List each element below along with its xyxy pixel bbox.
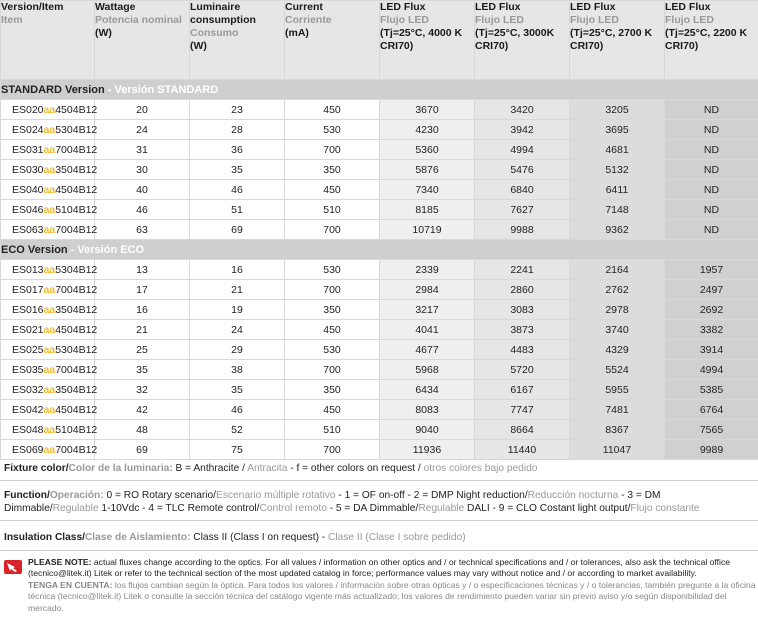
cell-6: 4681 — [570, 140, 665, 160]
cell-3: 350 — [285, 300, 380, 320]
cell-3: 350 — [285, 380, 380, 400]
cell-4: 7340 — [380, 180, 475, 200]
column-header-en: Wattage — [95, 1, 136, 13]
cell-1: 69 — [95, 440, 190, 460]
cell-3: 530 — [285, 260, 380, 280]
fixture-text-b: - f = other colors on request / — [287, 463, 424, 474]
cell-6: 8367 — [570, 420, 665, 440]
cell-4: 5360 — [380, 140, 475, 160]
cell-1: 48 — [95, 420, 190, 440]
please-note-es: TENGA EN CUENTA: los flujos cambian según la óptica. Para todos los valores / información sobre otras ópticas y / o especificaciones técnicas y / o tolerancias, también pregunte a la oficina técnica (tecnico@litek.it) Litek o consulte la sección técnica del catálogo vigente más actualizado; los valores de rendimiento pueden variar sin previo aviso y/o según disponibilidad del mercado. — [28, 579, 756, 613]
table-row — [1, 280, 758, 300]
section-title-es: Versión ECO — [77, 243, 145, 256]
warning-hand-icon — [4, 560, 22, 574]
table-row — [1, 180, 758, 200]
column-header-en: Current — [285, 1, 323, 13]
cell-4: 3670 — [380, 100, 475, 120]
column-header-4 — [380, 1, 475, 80]
cell-5: 2860 — [475, 280, 570, 300]
cell-2: 46 — [190, 400, 285, 420]
cell-7: ND — [665, 160, 758, 180]
column-header-0 — [1, 1, 95, 80]
table-row — [1, 440, 758, 460]
cell-5: 3420 — [475, 100, 570, 120]
fixture-label-en: Fixture color/ — [4, 463, 69, 474]
table-row — [1, 300, 758, 320]
cell-2: 24 — [190, 320, 285, 340]
column-header-es: Consumo — [190, 27, 239, 39]
cell-6: 3740 — [570, 320, 665, 340]
cell-4: 5876 — [380, 160, 475, 180]
cell-2: 19 — [190, 300, 285, 320]
item-code: ES035aa7004B12 — [1, 360, 95, 380]
cell-3: 700 — [285, 220, 380, 240]
item-code: ES016aa3504B12 — [1, 300, 95, 320]
cell-7: 5385 — [665, 380, 758, 400]
cell-3: 530 — [285, 340, 380, 360]
cell-5: 3083 — [475, 300, 570, 320]
table-row — [1, 140, 758, 160]
cell-6: 5132 — [570, 160, 665, 180]
fixture-text-b-es: otros colores bajo pedido — [423, 463, 538, 474]
table-row — [1, 420, 758, 440]
cell-4: 5968 — [380, 360, 475, 380]
cell-6: 5955 — [570, 380, 665, 400]
please-note-block — [0, 557, 758, 614]
cell-6: 4329 — [570, 340, 665, 360]
cell-2: 21 — [190, 280, 285, 300]
cell-2: 46 — [190, 180, 285, 200]
cell-4: 2984 — [380, 280, 475, 300]
cell-5: 5720 — [475, 360, 570, 380]
cell-4: 11936 — [380, 440, 475, 460]
cell-2: 35 — [190, 160, 285, 180]
cell-1: 63 — [95, 220, 190, 240]
insulation-text-es: Clase II (Clase I sobre pedido) — [328, 532, 466, 543]
fixture-color-note — [0, 462, 758, 475]
table-row — [1, 260, 758, 280]
cell-2: 36 — [190, 140, 285, 160]
cell-1: 13 — [95, 260, 190, 280]
cell-5: 6840 — [475, 180, 570, 200]
section-header: STANDARD Version - Versión STANDARD — [1, 80, 758, 100]
cell-3: 450 — [285, 400, 380, 420]
insulation-text: Class II (Class I on request) - — [190, 532, 329, 543]
table-row — [1, 400, 758, 420]
column-header-2 — [190, 1, 285, 80]
cell-4: 6434 — [380, 380, 475, 400]
item-code: ES063aa7004B12 — [1, 220, 95, 240]
cell-3: 510 — [285, 200, 380, 220]
column-header-unit: (mA) — [285, 27, 309, 39]
section-title-en: ECO Version — [1, 243, 68, 256]
cell-1: 21 — [95, 320, 190, 340]
cell-5: 5476 — [475, 160, 570, 180]
cell-7: 4994 — [665, 360, 758, 380]
cell-1: 16 — [95, 300, 190, 320]
item-code: ES021aa4504B12 — [1, 320, 95, 340]
column-header-en: LED Flux — [665, 1, 711, 13]
column-header-unit: (W) — [95, 27, 112, 39]
table-header — [1, 1, 758, 80]
cell-2: 28 — [190, 120, 285, 140]
cell-6: 3205 — [570, 100, 665, 120]
cell-7: ND — [665, 180, 758, 200]
table-row — [1, 380, 758, 400]
column-header-unit: (Tj=25°C, 3000K CRI70) — [475, 27, 555, 52]
section-header: ECO Version - Versión ECO — [1, 240, 758, 260]
cell-2: 35 — [190, 380, 285, 400]
cell-4: 4230 — [380, 120, 475, 140]
cell-2: 23 — [190, 100, 285, 120]
column-header-es: Flujo LED — [570, 14, 619, 26]
section-title-en: STANDARD Version — [1, 83, 105, 96]
cell-3: 530 — [285, 120, 380, 140]
cell-4: 3217 — [380, 300, 475, 320]
item-code: ES046aa5104B12 — [1, 200, 95, 220]
column-header-unit: (Tj=25°C, 4000 K CRI70) — [380, 27, 463, 52]
cell-2: 51 — [190, 200, 285, 220]
cell-1: 31 — [95, 140, 190, 160]
cell-3: 700 — [285, 360, 380, 380]
cell-3: 350 — [285, 160, 380, 180]
cell-6: 9362 — [570, 220, 665, 240]
cell-3: 700 — [285, 440, 380, 460]
cell-4: 4041 — [380, 320, 475, 340]
cell-5: 9988 — [475, 220, 570, 240]
cell-6: 6411 — [570, 180, 665, 200]
column-header-en: Version/Item — [1, 1, 64, 13]
item-code: ES032aa3504B12 — [1, 380, 95, 400]
cell-5: 8664 — [475, 420, 570, 440]
cell-2: 69 — [190, 220, 285, 240]
column-header-unit: (Tj=25°C, 2200 K CRI70) — [665, 27, 748, 52]
column-header-unit: (Tj=25°C, 2700 K CRI70) — [570, 27, 653, 52]
cell-1: 42 — [95, 400, 190, 420]
column-header-es: Flujo LED — [475, 14, 524, 26]
column-header-en: Luminaire consumption — [190, 1, 256, 26]
please-note-en: PLEASE NOTE: actual fluxes change according to the optics. For all values / information on other optics and / or technical specifications and / or tolerances, also ask the technical office (tecnico@litek.it) Litek or refer to the technical section of the most updated catalog in force; performance values may vary without notice and / or according to market availability. — [28, 557, 731, 579]
cell-4: 4677 — [380, 340, 475, 360]
function-note: Function/Operación: 0 = RO Rotary scenario/Escenario múltiple rotativo - 1 = OF on-off - 2 = DMP Night reduction/Reducción nocturna - 3 = DM Dimmable/Regulable 1-10Vdc - 4 = TLC Remote control/Control remoto - 5 = DA Dimmable/Regulable DALI - 9 = CLO Costant light output/Flujo constante — [4, 490, 700, 514]
cell-4: 10719 — [380, 220, 475, 240]
cell-4: 2339 — [380, 260, 475, 280]
item-code: ES048aa5104B12 — [1, 420, 95, 440]
item-code: ES030aa3504B12 — [1, 160, 95, 180]
cell-2: 16 — [190, 260, 285, 280]
cell-7: 2692 — [665, 300, 758, 320]
cell-7: ND — [665, 100, 758, 120]
cell-1: 25 — [95, 340, 190, 360]
insulation-label-es: Clase de Aislamiento: — [84, 532, 191, 543]
cell-3: 700 — [285, 280, 380, 300]
column-header-3 — [285, 1, 380, 80]
item-code: ES024aa5304B12 — [1, 120, 95, 140]
cell-1: 35 — [95, 360, 190, 380]
cell-7: ND — [665, 200, 758, 220]
column-header-es: Potencia nominal — [95, 14, 182, 26]
table-row — [1, 320, 758, 340]
cell-1: 46 — [95, 200, 190, 220]
cell-3: 450 — [285, 180, 380, 200]
cell-5: 3942 — [475, 120, 570, 140]
cell-1: 24 — [95, 120, 190, 140]
cell-7: ND — [665, 140, 758, 160]
cell-2: 75 — [190, 440, 285, 460]
cell-7: 7565 — [665, 420, 758, 440]
cell-7: 3382 — [665, 320, 758, 340]
column-header-es: Item — [1, 14, 23, 26]
cell-7: ND — [665, 120, 758, 140]
cell-5: 4994 — [475, 140, 570, 160]
table-row — [1, 220, 758, 240]
cell-6: 2762 — [570, 280, 665, 300]
function-label-es: Operación: — [49, 490, 104, 501]
cell-4: 9040 — [380, 420, 475, 440]
cell-2: 38 — [190, 360, 285, 380]
table-row — [1, 120, 758, 140]
cell-5: 6167 — [475, 380, 570, 400]
cell-5: 4483 — [475, 340, 570, 360]
item-code: ES025aa5304B12 — [1, 340, 95, 360]
cell-5: 7627 — [475, 200, 570, 220]
cell-7: 6764 — [665, 400, 758, 420]
cell-5: 7747 — [475, 400, 570, 420]
fixture-text-a-es: Antracita — [247, 463, 288, 474]
insulation-note — [0, 531, 758, 544]
cell-7: 1957 — [665, 260, 758, 280]
cell-1: 20 — [95, 100, 190, 120]
column-header-7 — [665, 1, 758, 80]
column-header-5 — [475, 1, 570, 80]
column-header-en: LED Flux — [380, 1, 426, 13]
item-code: ES040aa4504B12 — [1, 180, 95, 200]
cell-6: 2164 — [570, 260, 665, 280]
cell-3: 700 — [285, 140, 380, 160]
table-row — [1, 100, 758, 120]
cell-5: 2241 — [475, 260, 570, 280]
cell-6: 7148 — [570, 200, 665, 220]
column-header-en: LED Flux — [475, 1, 521, 13]
cell-1: 17 — [95, 280, 190, 300]
table-row — [1, 340, 758, 360]
item-code: ES020aa4504B12 — [1, 100, 95, 120]
function-label-en: Function/ — [4, 490, 50, 501]
column-header-en: LED Flux — [570, 1, 616, 13]
fixture-label-es: Color de la luminaria: — [68, 463, 173, 474]
insulation-label-en: Insulation Class/ — [4, 532, 85, 543]
table-body — [1, 80, 758, 460]
cell-7: 3914 — [665, 340, 758, 360]
cell-4: 8083 — [380, 400, 475, 420]
item-code: ES069aa7004B12 — [1, 440, 95, 460]
cell-6: 11047 — [570, 440, 665, 460]
item-code: ES017aa7004B12 — [1, 280, 95, 300]
table-row — [1, 160, 758, 180]
item-code: ES042aa4504B12 — [1, 400, 95, 420]
cell-7: 9989 — [665, 440, 758, 460]
cell-6: 2978 — [570, 300, 665, 320]
cell-1: 40 — [95, 180, 190, 200]
fixture-text-a: B = Anthracite / — [172, 463, 248, 474]
cell-2: 29 — [190, 340, 285, 360]
cell-1: 30 — [95, 160, 190, 180]
column-header-es: Corriente — [285, 14, 332, 26]
column-header-es: Flujo LED — [380, 14, 429, 26]
cell-3: 450 — [285, 320, 380, 340]
cell-3: 510 — [285, 420, 380, 440]
cell-4: 8185 — [380, 200, 475, 220]
column-header-es: Flujo LED — [665, 14, 714, 26]
cell-2: 52 — [190, 420, 285, 440]
cell-1: 32 — [95, 380, 190, 400]
cell-5: 11440 — [475, 440, 570, 460]
section-title-es: Versión STANDARD — [114, 83, 219, 96]
cell-6: 7481 — [570, 400, 665, 420]
cell-3: 450 — [285, 100, 380, 120]
cell-6: 3695 — [570, 120, 665, 140]
item-code: ES031aa7004B12 — [1, 140, 95, 160]
column-header-6 — [570, 1, 665, 80]
table-row — [1, 200, 758, 220]
cell-5: 3873 — [475, 320, 570, 340]
table-row — [1, 360, 758, 380]
cell-7: 2497 — [665, 280, 758, 300]
item-code: ES013aa5304B12 — [1, 260, 95, 280]
cell-6: 5524 — [570, 360, 665, 380]
column-header-1 — [95, 1, 190, 80]
column-header-unit: (W) — [190, 40, 207, 52]
cell-7: ND — [665, 220, 758, 240]
